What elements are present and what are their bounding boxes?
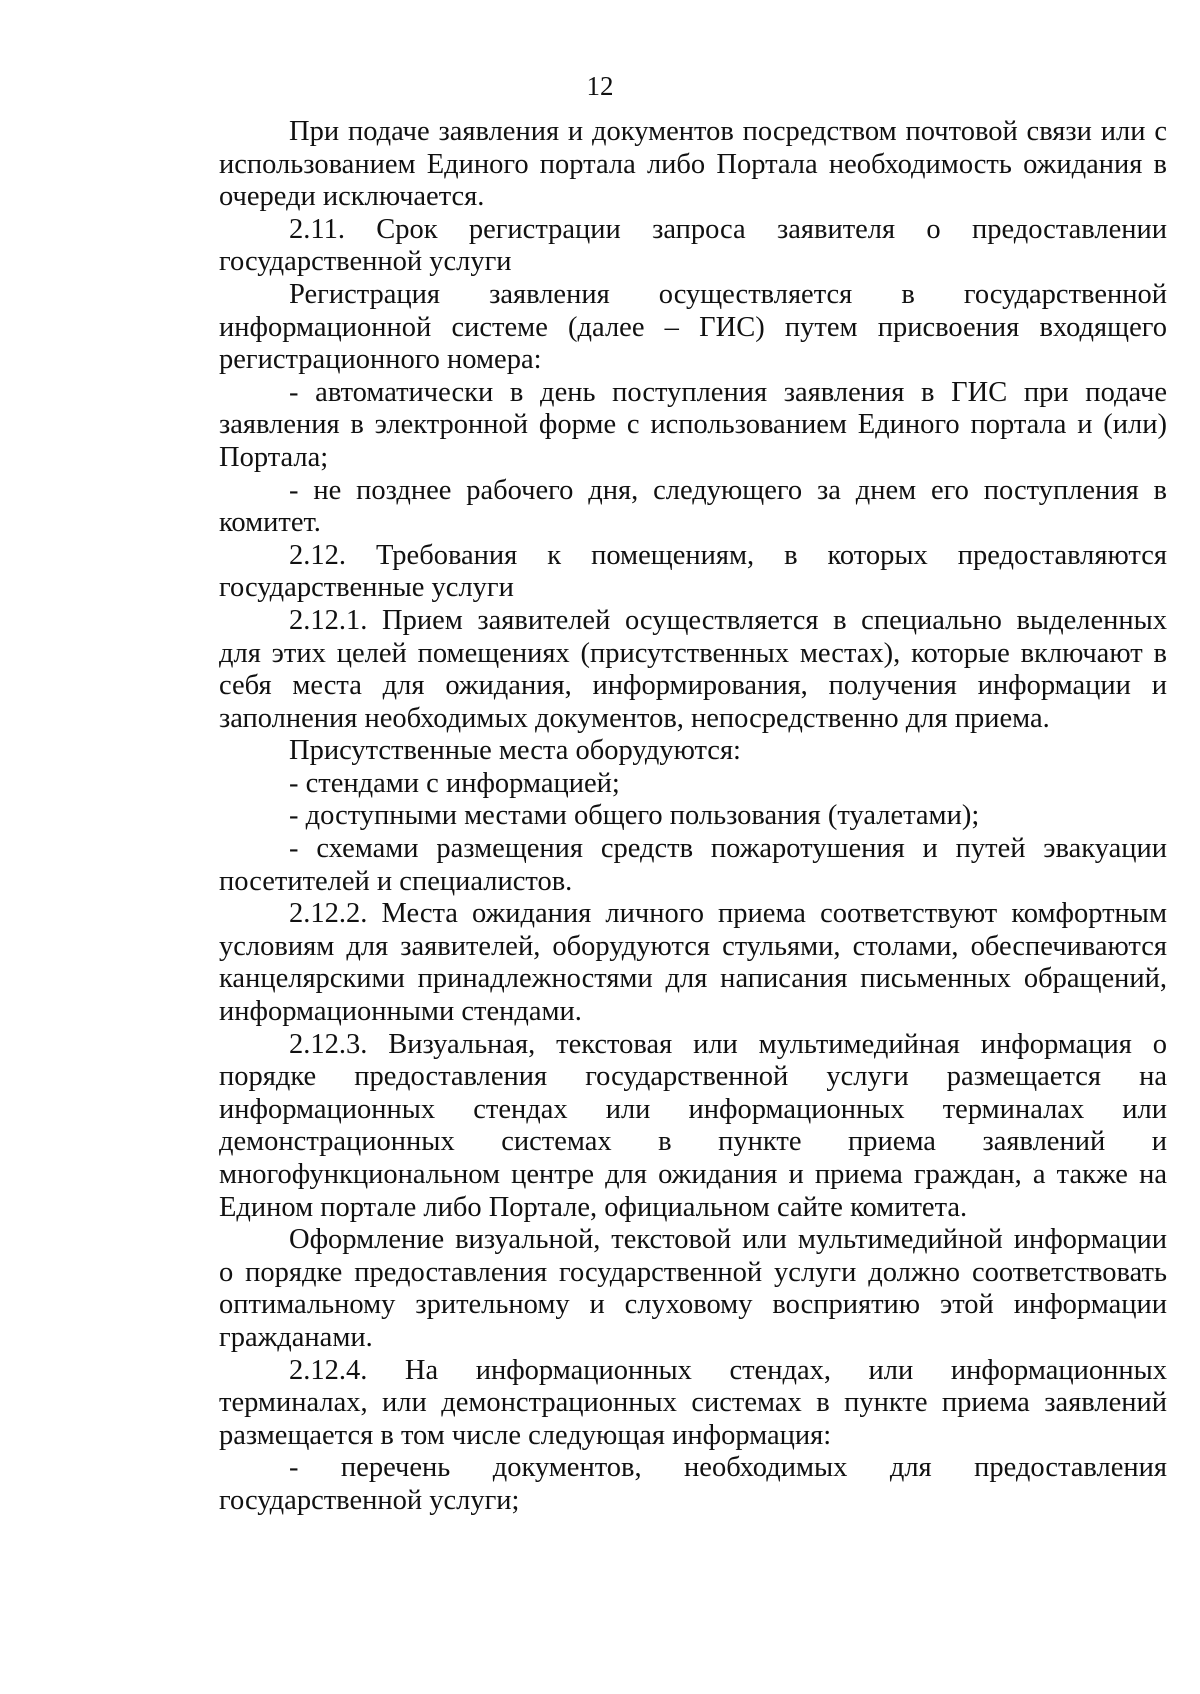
heading-2-12: 2.12. Требования к помещениям, в которых предоставляются государственные услуги xyxy=(219,539,1167,604)
list-item-automatic: - автоматически в день поступления заявления в ГИС при подаче заявления в электронной форме с использованием Единого портала и (или) Портала; xyxy=(219,376,1167,473)
list-item-stands: - стендами с информацией; xyxy=(289,767,620,799)
list-item-next-working-day: - не позднее рабочего дня, следующего за днем его поступления в комитет. xyxy=(219,474,1167,539)
list-item-evacuation: - схемами размещения средств пожаротушения и путей эвакуации посетителей и специалистов. xyxy=(219,833,1167,897)
paragraph-postal-submission: При подаче заявления и документов посредством почтовой связи или с использованием Единого портала либо Портала необходимость ожидания в очереди исключается. xyxy=(219,116,1167,213)
list-item-toilets: - доступными местами общего пользования (туалетами); xyxy=(289,800,980,832)
paragraph-design: Оформление визуальной, текстовой или мультимедийной информации о порядке предоставления государственной услуги должно соответствовать оптимальному зрительному и слуховому восприятию этой информации гражданами. xyxy=(219,1224,1167,1353)
paragraph-2-12-3: 2.12.3. Визуальная, текстовая или мультимедийная информация о порядке предоставления государственной услуги размещается на информационных стендах или информационных терминалах или демонстрационных системах в пункте приема заявлений и многофункциональном центре для ожидания и приема граждан, а также на Едином портале либо Портале, официальном сайте комитета. xyxy=(219,1028,1167,1223)
paragraph-2-12-2: 2.12.2. Места ожидания личного приема соответствуют комфортным условиям для заявителей, оборудуются стульями, столами, обеспечиваются канцелярскими принадлежностями для написания письменных обращений, информационными стендами. xyxy=(219,898,1167,1028)
paragraph-2-12-4: 2.12.4. На информационных стендах, или информационных терминалах, или демонстрационных системах в пункте приема заявлений размещается в том числе следующая информация: xyxy=(219,1354,1167,1451)
paragraph-2-12-1: 2.12.1. Прием заявителей осуществляется в специально выделенных для этих целей помещениях (присутственных местах), которые включают в себя места для ожидания, информирования, получения информации и заполнения необходимых документов, непосредственно для приема. xyxy=(219,604,1167,734)
paragraph-registration: Регистрация заявления осуществляется в государственной информационной системе (далее – ГИС) путем присвоения входящего регистрационного номера: xyxy=(219,278,1167,376)
heading-2-11: 2.11. Срок регистрации запроса заявителя о предоставлении государственной услуги xyxy=(219,213,1167,278)
list-item-documents: - перечень документов, необходимых для предоставления государственной услуги; xyxy=(219,1452,1167,1516)
page-number: 12 xyxy=(586,71,614,101)
document-body xyxy=(219,116,1167,1518)
paragraph-equipment: Присутственные места оборудуются: xyxy=(289,735,741,767)
